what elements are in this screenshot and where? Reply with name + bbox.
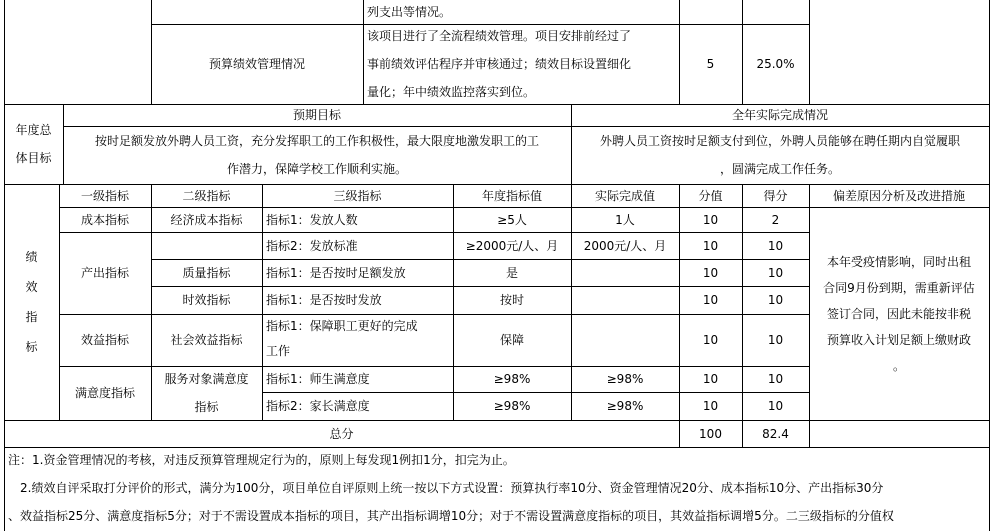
level2-economic-cost: 经济成本指标 [170, 212, 243, 227]
table-row-score: 10 [702, 238, 719, 253]
table-row-got: 2 [771, 212, 780, 227]
label-char: 指 [25, 310, 38, 324]
level2-quality: 质量指标 [182, 265, 231, 280]
description-line: 该项目进行了全流程绩效管理。项目安排前经过了 [367, 29, 632, 43]
text-line: 外聘人员工资按时足额支付到位，外聘人员能够在聘任期内自觉履职 [599, 134, 960, 148]
table-row-actual [571, 259, 679, 286]
table-row-level3: 指标2：家长满意度 [266, 399, 370, 413]
label-line: 指标1：保障职工更好的完成 [266, 319, 418, 333]
table-row-level3: 指标2：发放标准 [266, 238, 358, 253]
table-row-target: ≥5人 [497, 212, 527, 227]
text-line: 预算收入计划足额上缴财政 [826, 332, 971, 347]
total-score: 100 [699, 426, 722, 441]
table-row-actual: ≥98% [606, 399, 644, 413]
table-row-target: ≥2000元/人、月 [465, 238, 559, 253]
table-row-score: 10 [702, 399, 719, 413]
table-row-got: 10 [767, 399, 784, 413]
deviation-analysis [809, 207, 989, 420]
level1-satisfaction: 满意度指标 [74, 386, 135, 400]
label-line: 工作 [266, 344, 291, 358]
label-char: 绩 [25, 250, 38, 264]
table-row-score: 10 [702, 333, 719, 347]
level2-social-benefit: 社会效益指标 [170, 333, 243, 347]
grid-line [989, 0, 990, 531]
header-level3: 三级指标 [333, 188, 382, 203]
table-row-level3: 指标1：是否按时足额发放 [266, 265, 406, 280]
label-line: 指标 [194, 400, 219, 414]
note-line: 注：1.资金管理情况的考核，对违反预算管理规定行为的，原则上每发现1例扣1分，扣完为止。 [8, 453, 515, 467]
text-line: 。 [892, 358, 905, 373]
indicator-section-label [4, 184, 59, 420]
table-row-score: 10 [702, 372, 719, 386]
continued-text: 列支出等情况。 [367, 5, 452, 19]
text-line: ，圆满完成工作任务。 [719, 162, 840, 176]
table-row-got: 10 [767, 293, 784, 307]
table-row-level3: 指标1：师生满意度 [266, 372, 370, 386]
label-char: 效 [25, 280, 38, 294]
level2-service-satisfaction [151, 366, 262, 420]
total-label: 总分 [329, 426, 354, 441]
header-actual: 实际完成值 [594, 188, 655, 203]
label-line: 服务对象满意度 [164, 372, 249, 386]
table-row-actual [571, 286, 679, 314]
level2-timeliness: 时效指标 [182, 293, 231, 307]
header-target: 年度指标值 [481, 188, 542, 203]
text-line: 本年受疫情影响，同时出租 [826, 254, 971, 269]
table-row-got: 10 [767, 333, 784, 347]
table-row-target: 保障 [499, 333, 524, 347]
table-row-score: 10 [702, 265, 719, 280]
table-row-level3: 指标1：发放人数 [266, 212, 358, 227]
table-row-level3: 指标1：是否按时发放 [266, 293, 382, 307]
table-row-score: 10 [702, 293, 719, 307]
header-level1: 一级指标 [80, 188, 129, 203]
note-line: 2.绩效自评采取打分评价的形式，满分为100分，项目单位自评原则上统一按以下方式设置：预算执行率10分、资金管理情况20分、成本指标10分、产出指标30分 [20, 481, 884, 495]
table-row-got: 10 [767, 372, 784, 386]
expected-goal-text [63, 126, 571, 184]
budget-performance-score: 5 [706, 57, 715, 71]
actual-completion-header: 全年实际完成情况 [731, 108, 828, 122]
label-line: 年度总 [15, 123, 52, 137]
total-got: 82.4 [762, 426, 789, 441]
budget-performance-label: 预算绩效管理情况 [208, 57, 305, 71]
description-line: 事前绩效评估程序并审核通过；绩效目标设置细化 [367, 57, 632, 71]
annual-goal-label [4, 104, 63, 184]
header-got: 得分 [763, 188, 788, 203]
actual-completion-text [571, 126, 989, 184]
label-char: 标 [25, 340, 38, 354]
level1-cost: 成本指标 [80, 212, 129, 227]
table-row-actual: 2000元/人、月 [583, 238, 667, 253]
table-row-got: 10 [767, 265, 784, 280]
budget-performance-percent: 25.0% [756, 57, 795, 71]
table-row-target: 是 [505, 265, 518, 280]
header-level2: 二级指标 [182, 188, 231, 203]
table-row-target: 按时 [499, 293, 524, 307]
text-line: 合同9月份到期，需重新评估 [823, 280, 975, 295]
level1-benefit: 效益指标 [80, 333, 129, 347]
table-row-actual [571, 314, 679, 366]
text-line: 作潜力，保障学校工作顺利实施。 [226, 162, 407, 176]
text-line: 签订合同，因此未能按非税 [826, 306, 971, 321]
budget-performance-description [363, 24, 679, 104]
table-row-actual: ≥98% [606, 372, 644, 386]
note-line: 、效益指标25分、满意度指标5分；对于不需设置成本指标的项目，其产出指标调增10分；对于不需设置满意度指标的项目，其效益指标调增5分。二三级指标的分值权 [8, 509, 894, 523]
table-row-target: ≥98% [493, 399, 531, 413]
table-row-level3 [262, 314, 453, 366]
expected-goal-header: 预期目标 [292, 108, 341, 122]
label-line: 体目标 [15, 151, 52, 165]
header-score: 分值 [698, 188, 723, 203]
header-deviation: 偏差原因分析及改进措施 [832, 188, 965, 203]
description-line: 量化；年中绩效监控落实到位。 [367, 85, 536, 99]
table-row-score: 10 [702, 212, 719, 227]
grid-line [809, 0, 810, 104]
table-row-got: 10 [767, 238, 784, 253]
table-row-target: ≥98% [493, 372, 531, 386]
level1-output: 产出指标 [80, 266, 129, 280]
text-line: 按时足额发放外聘人员工资，充分发挥职工的工作积极性，最大限度地激发职工的工 [94, 134, 539, 148]
table-row-actual: 1人 [615, 212, 635, 227]
